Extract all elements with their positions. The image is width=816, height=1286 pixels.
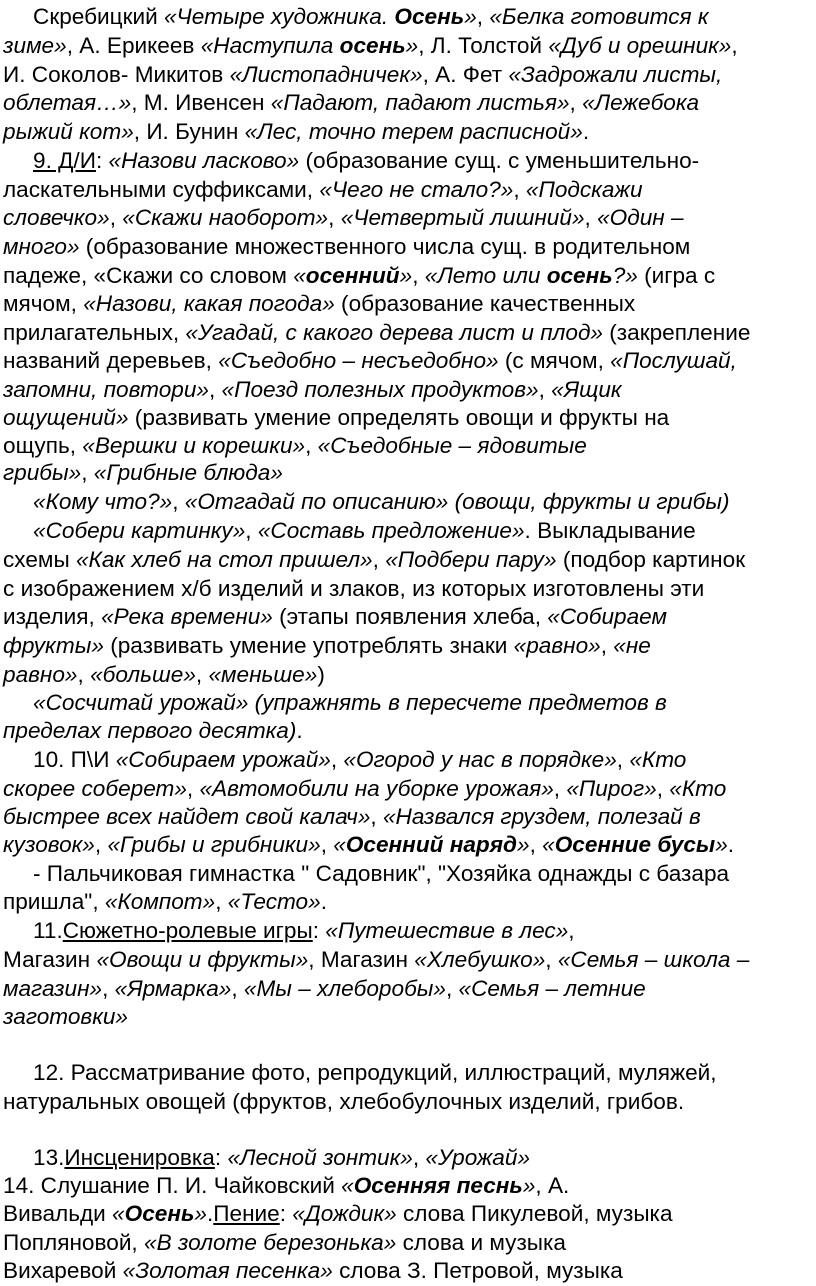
text-line: - Пальчиковая гимнастка " Садовник", "Хозяйка однажды с базара bbox=[33, 861, 730, 886]
text-line: магазин», «Ярмарка», «Мы – хлеборобы», «Семья – летние bbox=[3, 976, 646, 1001]
text-line: заготовки» bbox=[3, 1004, 128, 1029]
text-line: «Кому что?», «Отгадай по описанию» (овощи, фрукты и грибы) bbox=[33, 489, 730, 514]
text-line: пределах первого десятка). bbox=[3, 718, 303, 743]
text-line: 11.Сюжетно-ролевые игры: «Путешествие в лес», bbox=[33, 918, 575, 943]
text-line: «Сосчитай урожай» (упражнять в пересчете предметов в bbox=[33, 690, 667, 715]
text-line: равно», «больше», «меньше») bbox=[3, 662, 325, 687]
text-line: 10. П\И «Собираем урожай», «Огород у нас в порядке», «Кто bbox=[33, 747, 687, 772]
text-line: запомни, повтори», «Поезд полезных продуктов», «Ящик bbox=[3, 377, 622, 402]
text-line: фрукты» (развивать умение употреблять знаки «равно», «не bbox=[3, 633, 651, 658]
text-line: падеже, «Скажи со словом «осенний», «Лето или осень?» (игра с bbox=[3, 263, 716, 288]
text-line: 12. Рассматривание фото, репродукций, иллюстраций, муляжей, bbox=[33, 1060, 717, 1085]
text-line: 9. Д/И: «Назови ласково» (образование сущ. с уменьшительно- bbox=[33, 148, 700, 173]
text-line: прилагательных, «Угадай, с какого дерева лист и плод» (закрепление bbox=[3, 320, 751, 345]
text-line: скорее соберет», «Автомобили на уборке урожая», «Пирог», «Кто bbox=[3, 776, 727, 801]
text-line: словечко», «Скажи наоборот», «Четвертый лишний», «Один – bbox=[3, 205, 684, 230]
text-line: 13.Инсценировка: «Лесной зонтик», «Урожай» bbox=[33, 1145, 531, 1170]
text-line: названий деревьев, «Съедобно – несъедобно» (с мячом, «Послушай, bbox=[3, 348, 737, 373]
text-line: натуральных овощей (фруктов, хлебобулочных изделий, грибов. bbox=[3, 1089, 685, 1114]
text-line: Вихаревой «Золотая песенка» слова З. Петровой, музыка bbox=[3, 1258, 623, 1283]
text-line: Магазин «Овощи и фрукты», Магазин «Хлебушко», «Семья – школа – bbox=[3, 947, 750, 972]
text-line: 14. Слушание П. И. Чайковский «Осенняя песнь», А. bbox=[3, 1173, 570, 1198]
text-line: «Собери картинку», «Составь предложение». Выкладывание bbox=[33, 518, 696, 543]
text-line: Попляновой, «В золоте березонька» слова и музыка bbox=[3, 1230, 566, 1255]
text-line: облетая…», М. Ивенсен «Падают, падают листья», «Лежебока bbox=[3, 90, 700, 115]
text-line: грибы», «Грибные блюда» bbox=[3, 460, 283, 485]
text-line: рыжий кот», И. Бунин «Лес, точно терем расписной». bbox=[3, 119, 590, 144]
text-line: пришла", «Компот», «Тесто». bbox=[3, 889, 327, 914]
text-line: ласкательными суффиксами, «Чего не стало?», «Подскажи bbox=[3, 177, 643, 202]
text-line: Скребицкий «Четыре художника. Осень», «Белка готовится к bbox=[33, 4, 709, 29]
text-line: быстрее всех найдет свой калач», «Назвался груздем, полезай в bbox=[3, 804, 701, 829]
text-line: много» (образование множественного числа сущ. в родительном bbox=[3, 234, 691, 259]
text-line: ощущений» (развивать умение определять овощи и фрукты на bbox=[3, 405, 670, 430]
text-line: с изображением х/б изделий и злаков, из которых изготовлены эти bbox=[3, 576, 705, 601]
text-line: Вивальди «Осень».Пение: «Дождик» слова Пикулевой, музыка bbox=[3, 1201, 673, 1226]
text-line: И. Соколов- Микитов «Листопадничек», А. Фет «Задрожали листы, bbox=[3, 62, 723, 87]
text-line: кузовок», «Грибы и грибники», «Осенний наряд», «Осенние бусы». bbox=[3, 832, 735, 857]
text-line: мячом, «Назови, какая погода» (образование качественных bbox=[3, 291, 636, 316]
text-line: ощупь, «Вершки и корешки», «Съедобные – ядовитые bbox=[3, 433, 587, 458]
text-line: зиме», А. Ерикеев «Наступила осень», Л. Толстой «Дуб и орешник», bbox=[3, 33, 738, 58]
text-line: схемы «Как хлеб на стол пришел», «Подбери пару» (подбор картинок bbox=[3, 547, 746, 572]
text-line: изделия, «Река времени» (этапы появления хлеба, «Собираем bbox=[3, 604, 667, 629]
